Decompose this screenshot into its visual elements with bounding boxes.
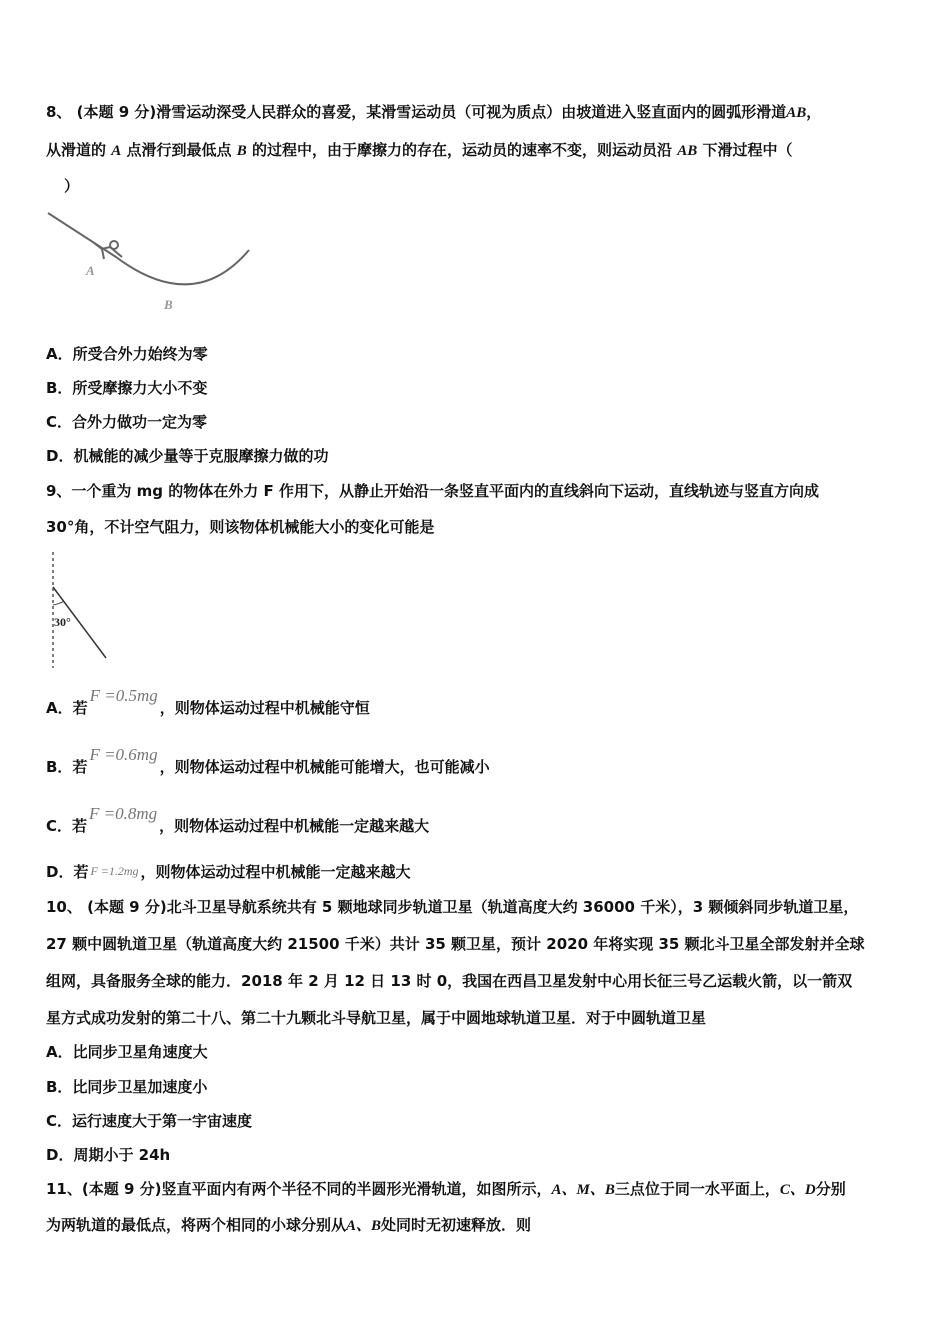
ski-track-arc bbox=[48, 213, 249, 284]
q10-option-c[interactable]: C．运行速度大于第一宇宙速度 bbox=[46, 1112, 253, 1130]
option-prefix: C．若 bbox=[46, 817, 88, 835]
option-text: ，则物体运动过程中机械能可能增大，也可能减小 bbox=[159, 758, 490, 776]
angle-arc bbox=[53, 601, 64, 605]
option-prefix: B．若 bbox=[46, 758, 88, 776]
q9-option-d[interactable] bbox=[46, 862, 411, 883]
q11-points-ab: A、B bbox=[346, 1218, 382, 1234]
q11-text-segment: 11、(本题 9 分)竖直平面内有两个半径不同的半圆形光滑轨道，如图所示， bbox=[46, 1180, 552, 1198]
q11-text-segment: 处同时无初速释放．则 bbox=[381, 1216, 532, 1234]
q8-text-segment: 下滑过程中（ bbox=[702, 141, 793, 159]
q8-stem-line-2 bbox=[46, 140, 793, 161]
q9-angle-label: 30° bbox=[54, 615, 71, 629]
q8-figure-label-b: B bbox=[164, 297, 173, 312]
q8-figure-label-a: A bbox=[86, 263, 95, 278]
q11-text-segment: 三点位于同一水平面上， bbox=[614, 1180, 780, 1198]
q9-angle-figure bbox=[44, 550, 114, 672]
q10-stem-line-1: 10、 (本题 9 分)北斗卫星导航系统共有 5 颗地球同步轨道卫星（轨道高度大约 36000 千米），3 颗倾斜同步轨道卫星， bbox=[46, 898, 859, 916]
q8-text-segment: 的过程中，由于摩擦力的存在，运动员的速率不变，则运动员沿 bbox=[252, 141, 673, 159]
q8-stem-line-3: ） bbox=[64, 177, 80, 195]
option-formula: F =0.6mg bbox=[89, 745, 158, 764]
q8-point-a: A bbox=[111, 143, 122, 159]
q8-punct: ， bbox=[806, 103, 822, 121]
q10-option-d[interactable]: D．周期小于 24h bbox=[46, 1146, 171, 1164]
q8-track-ab: AB bbox=[786, 105, 807, 121]
option-formula: F =0.8mg bbox=[89, 804, 158, 823]
q8-option-c[interactable]: C．合外力做功一定为零 bbox=[46, 413, 208, 431]
q8-text-segment: 点滑行到最低点 bbox=[126, 141, 232, 159]
q10-option-a[interactable]: A．比同步卫星角速度大 bbox=[46, 1043, 208, 1061]
q8-option-b[interactable]: B．所受摩擦力大小不变 bbox=[46, 379, 208, 397]
option-text: ，则物体运动过程中机械能一定越来越大 bbox=[159, 817, 430, 835]
q11-points-cd: C、D bbox=[779, 1182, 816, 1198]
q8-stem-line-1 bbox=[46, 102, 821, 123]
q8-text-segment: 从滑道的 bbox=[46, 141, 107, 159]
option-prefix: A．若 bbox=[46, 699, 88, 717]
q9-stem-line-1: 9、一个重为 mg 的物体在外力 F 作用下，从静止开始沿一条竖直平面内的直线斜向下运动，直线轨迹与竖直方向成 bbox=[46, 482, 819, 500]
q8-option-d[interactable]: D．机械能的减少量等于克服摩擦力做的功 bbox=[46, 447, 329, 465]
q9-option-c[interactable] bbox=[46, 804, 430, 836]
q10-stem-line-4: 星方式成功发射的第二十八、第二十九颗北斗导航卫星，属于中圆地球轨道卫星．对于中圆轨道卫星 bbox=[46, 1009, 707, 1027]
q9-stem-line-2: 30°角，不计空气阻力，则该物体机械能大小的变化可能是 bbox=[46, 518, 435, 536]
option-formula: F =0.5mg bbox=[89, 686, 158, 705]
q11-stem-line-2 bbox=[46, 1215, 531, 1236]
q10-option-b[interactable]: B．比同步卫星加速度小 bbox=[46, 1078, 208, 1096]
option-text: ，则物体运动过程中机械能守恒 bbox=[159, 699, 370, 717]
option-text: ，则物体运动过程中机械能一定越来越大 bbox=[140, 863, 411, 881]
q8-ski-track-figure bbox=[44, 205, 254, 315]
option-prefix: D．若 bbox=[46, 863, 89, 881]
q9-option-a[interactable] bbox=[46, 686, 370, 718]
q9-option-b[interactable] bbox=[46, 745, 490, 777]
q11-text-segment: 分别 bbox=[815, 1180, 846, 1198]
q10-stem-line-2: 27 颗中圆轨道卫星（轨道高度大约 21500 千米）共计 35 颗卫星，预计 2020 年将实现 35 颗北斗卫星全部发射并全球 bbox=[46, 935, 865, 953]
q10-stem-line-3: 组网，具备服务全球的能力．2018 年 2 月 12 日 13 时 0，我国在西昌卫星发射中心用长征三号乙运载火箭，以一箭双 bbox=[46, 972, 853, 990]
q8-stem-text: 8、 (本题 9 分)滑雪运动深受人民群众的喜爱，某滑雪运动员（可视为质点）由坡道进入竖直面内的圆弧形滑道 bbox=[46, 103, 787, 121]
q8-point-b: B bbox=[236, 143, 247, 159]
q11-points-amb: A、M、B bbox=[551, 1182, 615, 1198]
skier-icon bbox=[94, 241, 122, 259]
q8-option-a[interactable]: A．所受合外力始终为零 bbox=[46, 345, 208, 363]
option-formula: F =1.2mg bbox=[90, 864, 139, 878]
q11-stem-line-1 bbox=[46, 1179, 846, 1200]
q11-text-segment: 为两轨道的最低点，将两个相同的小球分别从 bbox=[46, 1216, 347, 1234]
q8-track-ab: AB bbox=[677, 143, 698, 159]
